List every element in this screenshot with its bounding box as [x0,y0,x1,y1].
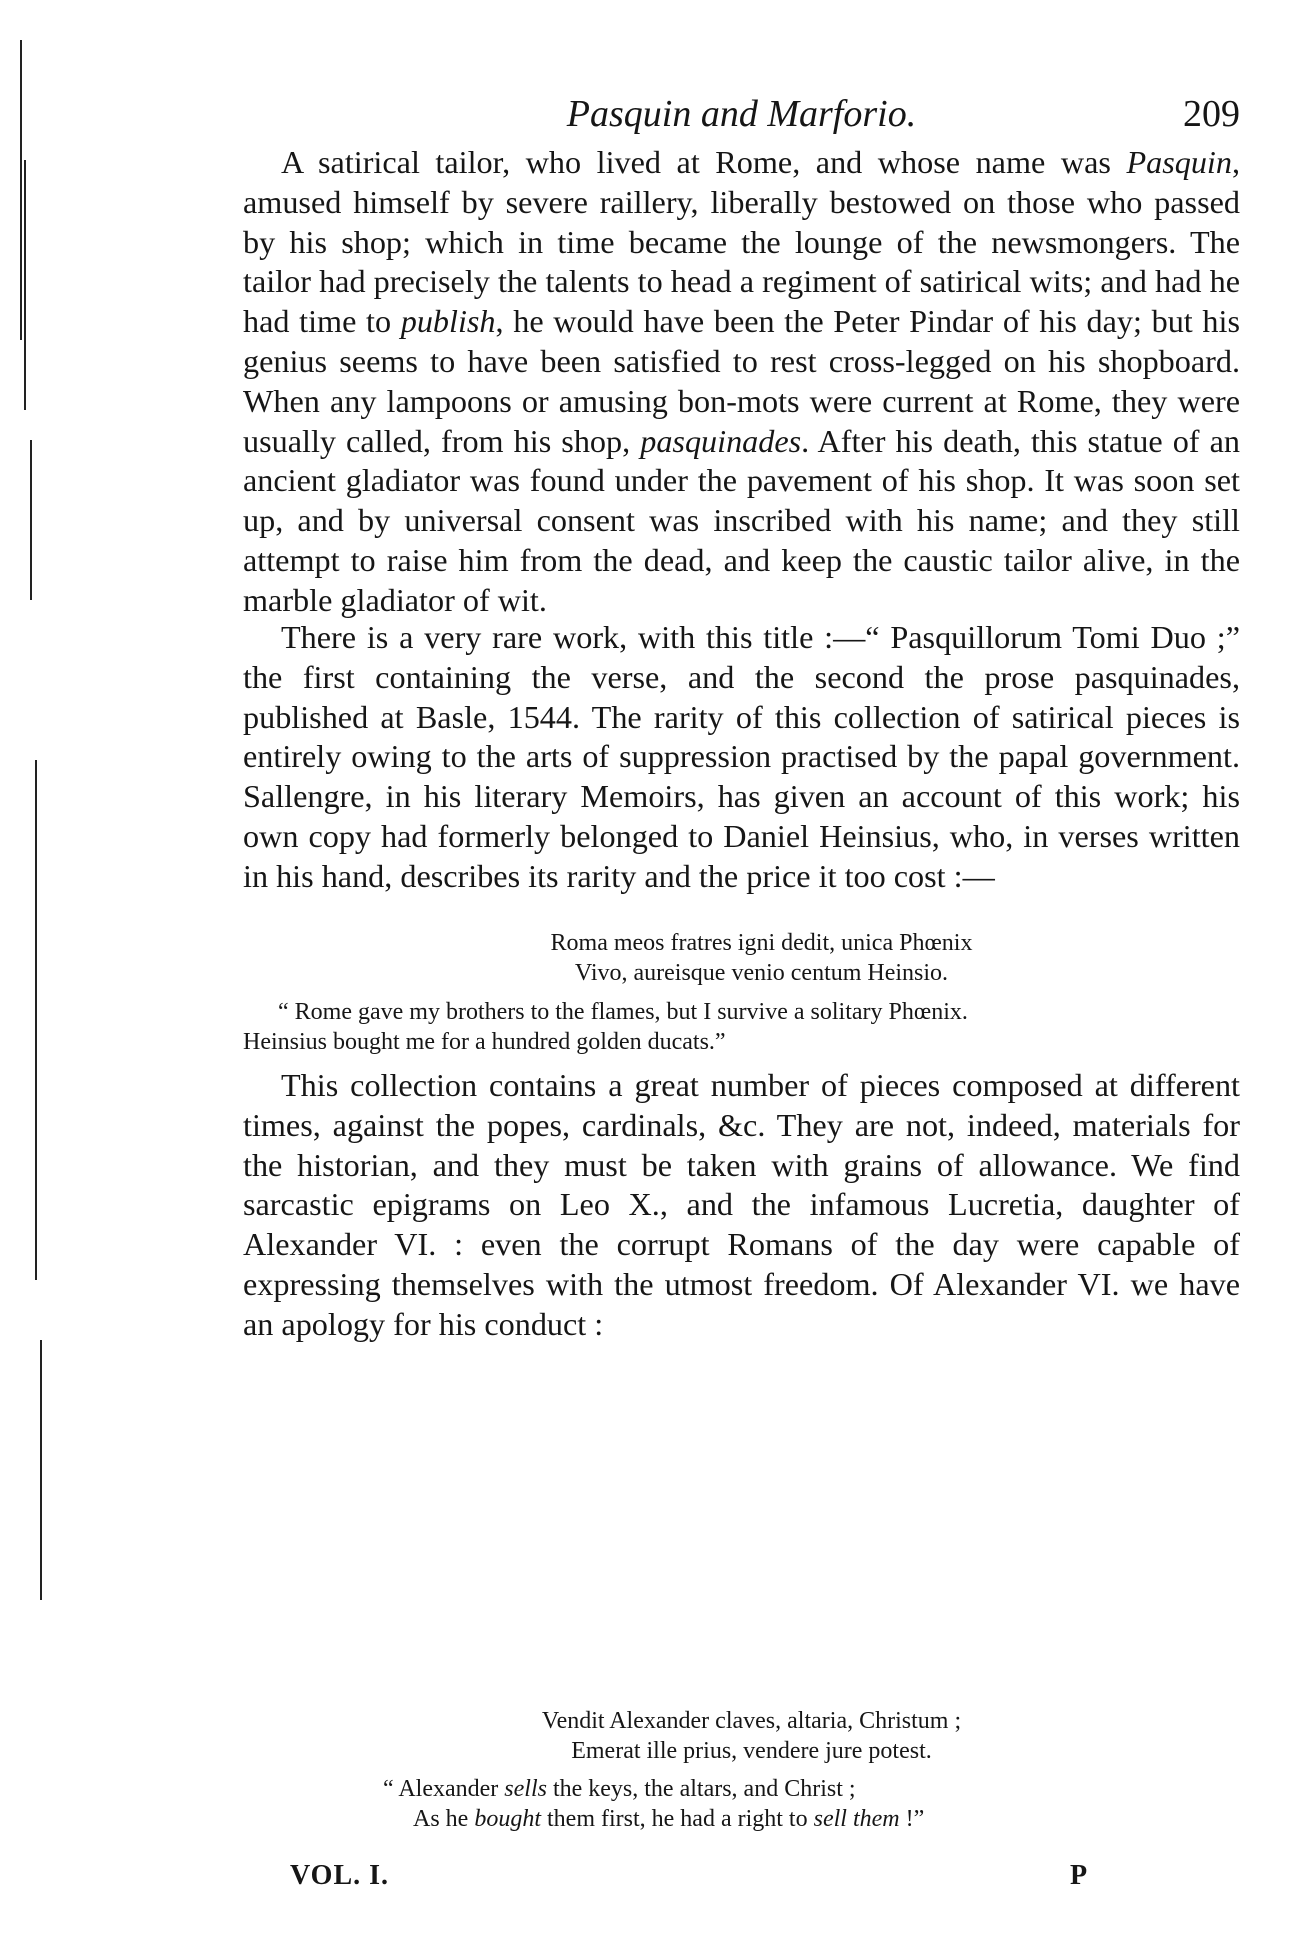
translation-1-line-2: Heinsius bought me for a hundred golden ducats.” [243,1029,726,1055]
paragraph-1-part-4: . After his death, this statue of an ancient gladiator was found under the pavement of his shop. It was soon set up, and by universal consent was inscribed with his name; and they still attempt to raise him from the dead, and keep the caustic tailor alive, in the marble gladiator of wit. [243,422,1240,618]
paragraph-1-part-3: , he would have been the Peter Pindar of his day; but his genius seems to have been satisfied to rest cross-legged on his shopboard. When any lampoons or amusing bon-mots were current at Rome, they were usually called, from his shop, [243,303,1240,459]
running-title: Pasquin and Marforio. [566,93,917,135]
translation-alexander [243,1774,1240,1834]
binding-edge-mark-2 [24,160,26,410]
paragraph-3-text: This collection contains a great number of pieces composed at different times, against the popes, cardinals, &c. They are not, indeed, materials for the historian, and they must be taken with grains of allowance. We find sarcastic epigrams on Leo X., and the infamous Lucretia, daughter of Alexander VI. : even the corrupt Romans of the day were capable of expressing themselves with the utmost freedom. Of Alexander VI. we have an apology for his conduct : [243,1067,1240,1342]
translation-2-line-1-a: “ Alexander [383,1776,505,1802]
paragraph-1-pasquinades: pasquinades [640,422,802,459]
paragraph-1-pasquin: Pasquin [1126,144,1232,180]
verse-2-line-2: Emerat ille prius, vendere jure potest. [571,1738,932,1764]
page-header [243,88,1240,142]
signature-volume: VOL. I. [290,1860,390,1891]
paragraph-collection [243,1066,1240,1345]
signature-mark: P [1070,1860,1088,1891]
binding-edge-mark-4 [35,760,37,1280]
paragraph-1-publish: publish [400,303,496,340]
paragraph-pasquin [243,143,1240,621]
translation-2-line-2-a: As he [413,1806,475,1832]
translation-2-line-2 [243,1804,1240,1834]
binding-edge-mark-1 [20,40,22,340]
paragraph-rare-work [243,618,1240,897]
translation-2-sells: sells [504,1776,547,1802]
translation-2-sell-them: sell them [813,1806,900,1832]
translation-2-line-1 [243,1774,1240,1804]
verse-alexander [243,1706,1240,1766]
verse-1-line-2: Vivo, aureisque venio centum Heinsio. [574,960,949,986]
translation-1-line-1: “ Rome gave my brothers to the flames, but I survive a solitary Phœnix. [278,999,968,1025]
paragraph-2-text: There is a very rare work, with this title :—“ Pasquillorum Tomi Duo ;” the first containing the verse, and the second the prose pasquinades, published at Basle, 1544. The rarity of this collection of satirical pieces is entirely owing to the arts of suppression practised by the papal government. Sallengre, in his literary Memoirs, has given an account of this work; his own copy had formerly belonged to Daniel Heinsius, who, in verses written in his hand, describes its rarity and the price it too cost :— [243,619,1240,894]
paragraph-1-part-2: , amused himself by severe raillery, liberally bestowed on those who passed by his shop; which in time became the lounge of the newsmongers. The tailor had precisely the talents to head a regiment of satirical wits; and had he had time to [243,144,1240,340]
translation-2-bought: bought [474,1806,541,1832]
translation-heinsius [243,997,1240,1057]
page-number: 209 [1183,93,1240,135]
translation-2-line-1-b: the keys, the altars, and Christ ; [546,1776,856,1802]
translation-2-line-2-b: them first, he had a right to [541,1806,814,1832]
binding-edge-mark-5 [40,1340,42,1600]
verse-2-line-1: Vendit Alexander claves, altaria, Christum ; [541,1708,962,1734]
verse-1-line-1: Roma meos fratres igni dedit, unica Phœnix [550,930,973,956]
verse-heinsius [243,928,1240,988]
translation-2-line-2-c: !” [899,1806,925,1832]
binding-edge-mark-3 [30,440,32,600]
paragraph-1-part-1: A satirical tailor, who lived at Rome, and whose name was [281,144,1127,180]
